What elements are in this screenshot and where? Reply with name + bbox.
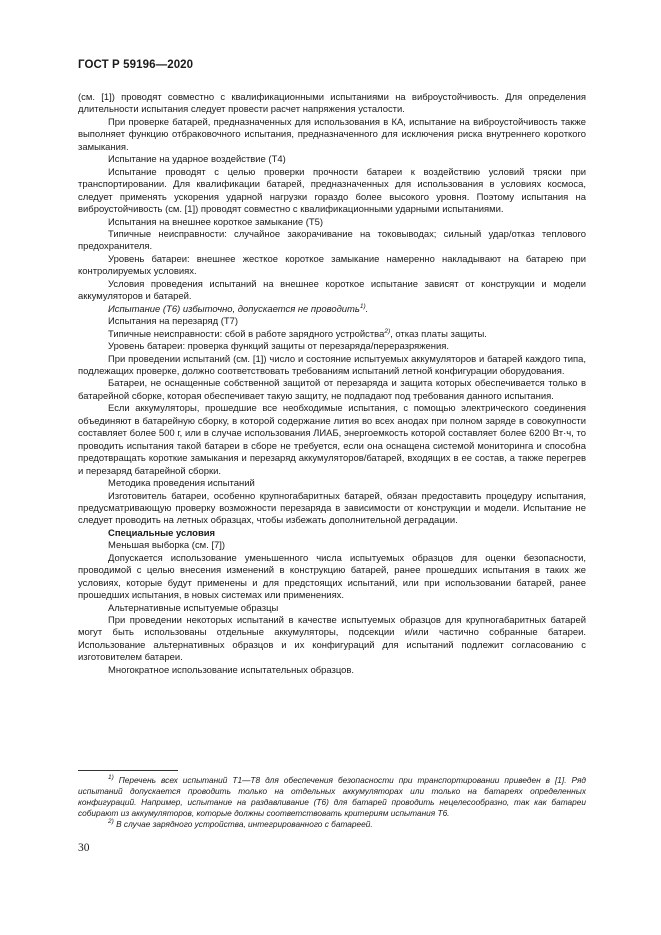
- footnote-ref-2: 2): [384, 327, 391, 335]
- paragraph: Уровень батареи: проверка функций защиты от перезаряда/переразряжения.: [108, 341, 449, 353]
- body-text: [78, 92, 586, 677]
- footnote-marker: 2): [108, 818, 114, 826]
- footnote-ref-1: 1): [359, 302, 366, 310]
- paragraph: При проведении некоторых испытаний в качестве испытуемых образцов для крупногабаритных батарей могут быть использованы отдельные аккумуляторы, подсекции и/или частично собранные батареи. Использование альтернативных образцов и их конфигураций для испытаний подлежит согласованию с изготовителем батареи.: [78, 615, 586, 664]
- paragraph: Допускается использование уменьшенного числа испытуемых образцов для оценки безопасности, проводимой с целью внесения изменений в конструкцию батарей, ранее прошедших испытания в таких же условиях, которые будут применены и для предстоящих испытаний, или при использовании батарей, ранее прошедших испытания, в новых системах или применениях.: [78, 552, 586, 602]
- section-heading: Методика проведения испытаний: [108, 478, 255, 490]
- paragraph-part: , отказ платы защиты.: [390, 328, 487, 340]
- paragraph: [78, 329, 586, 341]
- paragraph: Уровень батареи: внешнее жесткое короткое замыкание намеренно накладывают на батарею при контролируемых условиях.: [78, 253, 586, 278]
- paragraph: Изготовитель батареи, особенно крупногабаритных батарей, обязан предоставить процедуру испытания, предусматривающую проверку возможности перезаряда в зависимости от конструкции и модели. Испытание не следует проводить на летных образцах, чтобы избежать дополнительной деградации.: [78, 490, 586, 527]
- footnote-2: [78, 819, 586, 830]
- paragraph-part: Типичные неисправности: сбой в работе зарядного устройства: [108, 328, 385, 340]
- paragraph: Батареи, не оснащенные собственной защитой от перезаряда и защита которых обеспечивается только в батарейной сборке, которая обеспечивает такую защиту, не подпадают под требования данного испытания.: [78, 378, 586, 402]
- paragraph: Условия проведения испытаний на внешнее короткое испытание зависят от конструкции и модели аккумуляторов и батарей.: [78, 278, 586, 303]
- italic-note: Испытание (Т6) избыточно, допускается не проводить$^{1)}$.: [108, 302, 369, 315]
- page-number: 30: [78, 842, 90, 854]
- section-heading: Испытание на ударное воздействие (Т4): [108, 154, 286, 166]
- paragraph: Если аккумуляторы, прошедшие все необходимые испытания, с помощью электрического соединения объединяют в батарейную сборку, в которой содержание лития во всех анодах при полном заряде в совокупности составляет более 500 г, или в случае использования ЛИАБ, энергоемкость которой составляет более 6200 Вт·ч, то проводить испытания такой батареи в сборе не требуется, если она оснащена системой мониторинга и способна предотвращать короткие замыкания и перезаряд аккумуляторов/батарей, входящих в ее состав, а также перегрев и перезаряд батарейной сборки.: [78, 403, 586, 477]
- footnote-text: Перечень всех испытаний Т1—Т8 для обеспечения безопасности при транспортировании приведен в [1]. Ряд испытаний допускается проводить только на отдельных аккумуляторах или только на батареях определенных конфигураций. Например, испытание на раздавливание (Т6) для батарей проводить нецелесообразно, так как батареи собирают из аккумуляторов, которые должны соответствовать критериям испытания Т6.: [78, 775, 586, 818]
- footnotes: [78, 775, 586, 830]
- section-heading-bold: Специальные условия: [108, 527, 216, 539]
- paragraph: Типичные неисправности: случайное закорачивание на токовыводах; сильный удар/отказ теплового предохранителя.: [78, 228, 586, 253]
- section-heading: Испытания на внешнее короткое замыкание (Т5): [108, 216, 324, 228]
- paragraph: (см. [1]) проводят совместно с квалификационными испытаниями на виброустойчивость. Для определения длительности испытания следует провести расчет напряжения усталости.: [78, 92, 586, 116]
- footnote-1: [78, 775, 586, 819]
- section-heading: Меньшая выборка (см. [7]): [108, 540, 226, 552]
- standard-code-header: ГОСТ Р 59196—2020: [78, 59, 194, 71]
- footnote-marker: 1): [108, 774, 114, 782]
- section-heading: Альтернативные испытуемые образцы: [108, 602, 279, 614]
- paragraph: Многократное использование испытательных образцов.: [108, 664, 355, 676]
- paragraph: При проведении испытаний (см. [1]) число и состояние испытуемых аккумуляторов и батарей каждого типа, подлежащих проверке, должно соответствовать требованиям испытаний летной конфигурации оборудования.: [78, 353, 586, 377]
- note-text: Испытание (Т6) избыточно, допускается не проводить: [108, 303, 360, 315]
- footnote-divider: [78, 770, 178, 771]
- paragraph: При проверке батарей, предназначенных для использования в КА, испытание на виброустойчивость также выполняет функцию отбраковочного испытания, предназначенного для исключения риска внутреннего короткого замыкания.: [78, 116, 586, 153]
- footnote-text: В случае зарядного устройства, интегрированного с батареей.: [116, 819, 373, 829]
- section-heading: Испытания на перезаряд (Т7): [108, 316, 239, 328]
- paragraph: Испытание проводят с целью проверки прочности батареи к воздействию условий тряски при транспортировании. Для квалификации батарей, предназначенных для использования в условиях космоса, следует применять ускорения ударной нагрузки гораздо более высокого уровня. Поэтому испытания на виброустойчивость (см. [1]) проводят совместно с квалификационными ударными испытаниями.: [78, 166, 586, 216]
